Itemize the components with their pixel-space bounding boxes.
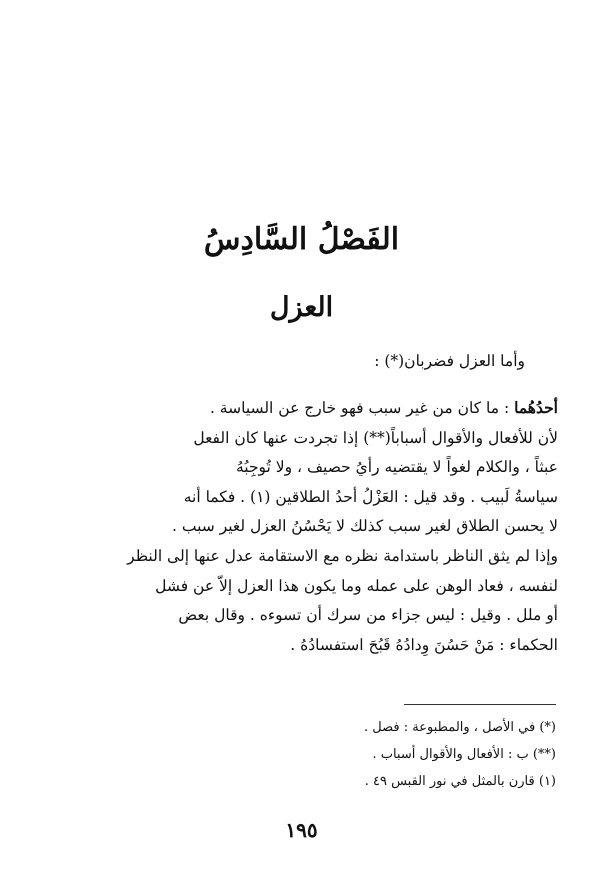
body-line-8: أو ملل . وقيل : ليس جزاء من سرك أن تسوءه . وقال بعض [178,606,558,625]
body-line-9: الحكماء : مَنْ حَسُنَ وِدادُهُ قَبُحَ استفسادُهُ . [290,635,558,654]
body-line-4: سياسةُ لَبيب . وقد قيل : العَزْلُ أحدُ الطلاقين (١) . فكما أنه [183,487,558,506]
footnotes [200,714,556,795]
paragraph-lead: أحدُهُما [514,398,558,417]
footnote-3: (١) قارن بالمثل في نور القبس ٤٩ . [364,774,556,789]
body-line-1 [40,393,558,424]
body-line-3: عبثاً ، والكلام لغواً لا يقتضيه رأيُ حصيف ، ولا تُوجِبُهُ [235,458,558,477]
page-number: ١٩٥ [285,818,318,842]
body-line-5: لا يحسن الطلاق لغير سبب كذلك لا يَحْسُنُ العزل لغير سبب . [172,517,558,536]
section-title: العزل [269,292,334,323]
body-line-2: لأن للأفعال والأقوال أسباباً(**) إذا تجردت عنها كان الفعل [193,428,558,447]
footnote-divider [404,704,556,705]
chapter-title: الفَصْلُ السَّادِسُ [203,222,400,257]
footnote-1: (*) في الأصل ، والمطبوعة : فصل . [364,720,556,735]
body-paragraph [40,393,558,660]
body-line-7: لنفسه ، فعاد الوهن على عمله وما يكون هذا العزل إلاّ عن فشل [155,576,558,595]
footnote-2: (**) ب : الأفعال والأقوال أسباب . [372,747,556,762]
intro-line: وأما العزل فضربان(*) : [374,352,525,370]
body-line-1-text: : ما كان من غير سبب فهو خارج عن السياسة . [209,399,510,417]
body-line-6: وإذا لم يثق الناظر باستدامة نظره مع الاستقامة عدل عنها إلى النظر [127,546,558,565]
